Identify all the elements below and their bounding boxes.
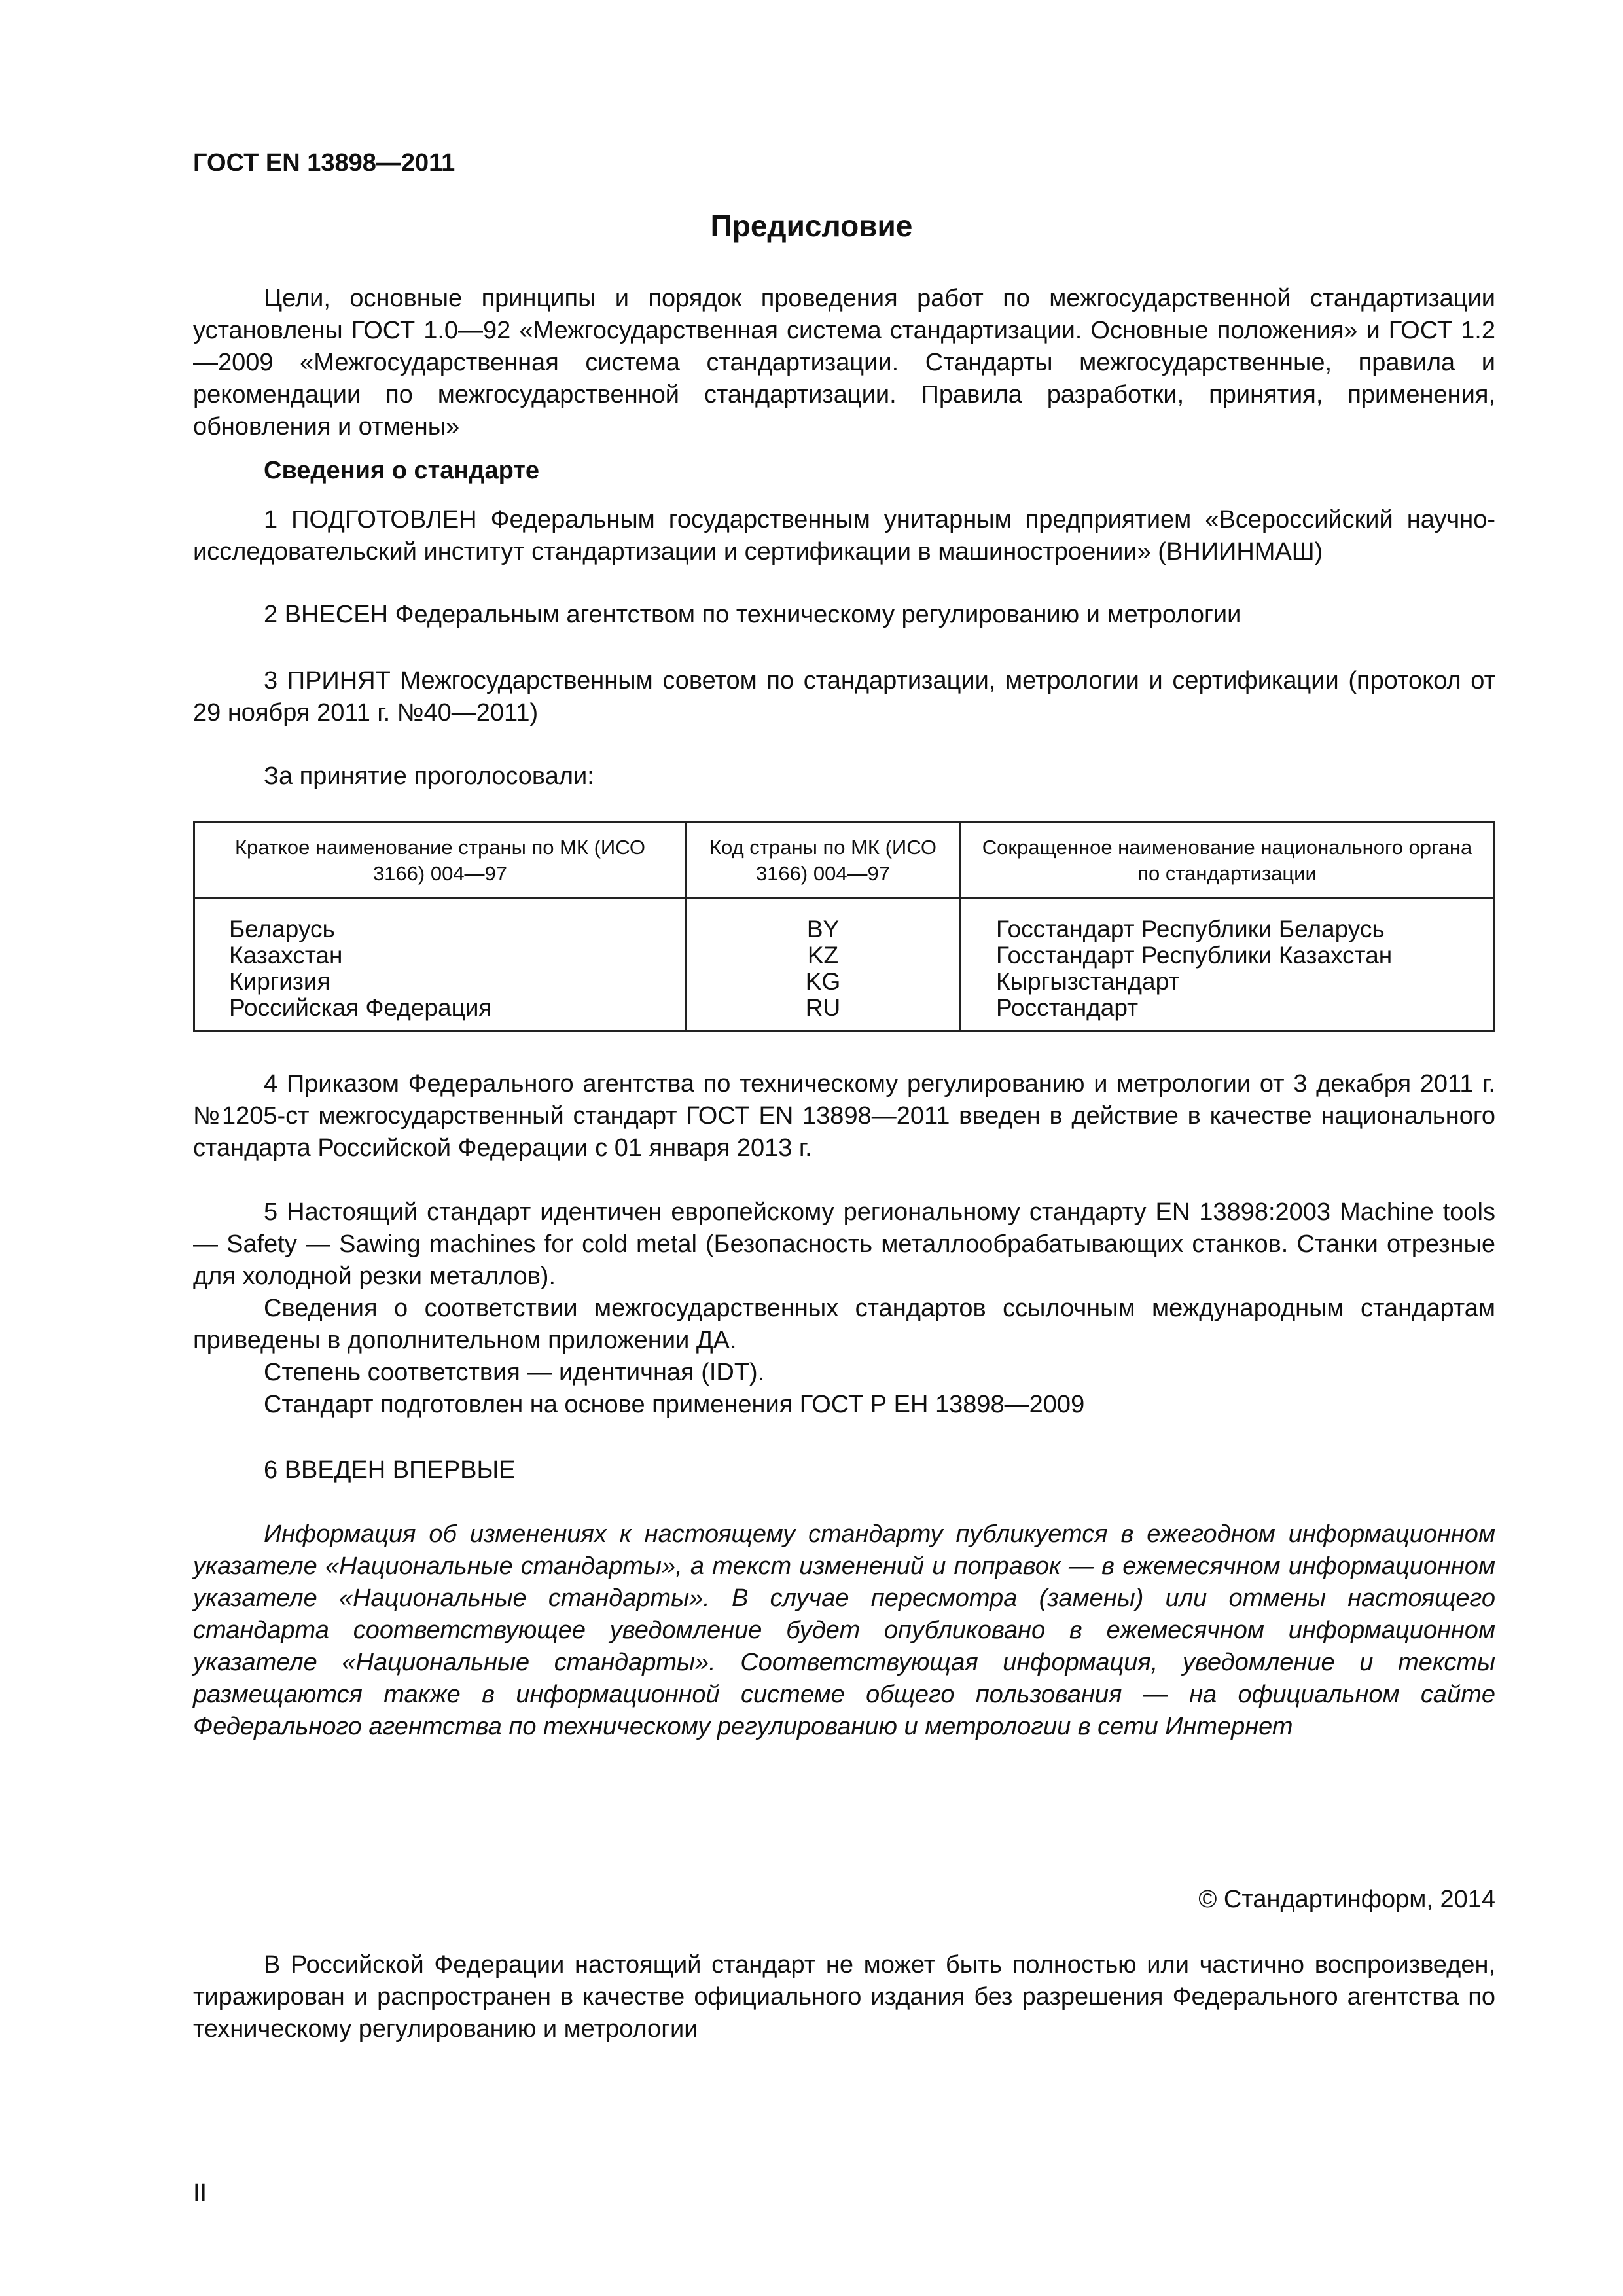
table-cell-body: Росстандарт [996, 994, 1139, 1021]
voting-table [193, 821, 1495, 1032]
copyright-line: © Стандартинформ, 2014 [1198, 1886, 1495, 1913]
table-cell-code: RU [805, 994, 841, 1021]
table-cell-country: Казахстан [229, 942, 343, 969]
item-3-paragraph: 3 ПРИНЯТ Межгосударственным советом по стандартизации, метрологии и сертификации (протокол от 29 ноября 2011 г. №40—2011) [193, 667, 1495, 726]
item-6-paragraph: 6 ВВЕДЕН ВПЕРВЫЕ [264, 1456, 516, 1484]
table-header-country: Краткое наименование страны по МК (ИСО 3166) 004—97 [195, 823, 687, 899]
table-cell-country: Беларусь [229, 916, 335, 942]
table-cell-country: Российская Федерация [229, 994, 492, 1021]
table-cell-body: Госстандарт Республики Беларусь [996, 916, 1385, 942]
intro-paragraph: Цели, основные принципы и порядок проведения работ по межгосударственной стандартизации установлены ГОСТ 1.0—92 «Межгосударственная система стандартизации. Основные положения» и ГОСТ 1.2—2009 «Межгосударственная система стандартизации. Стандарты межгосударственные, правила и рекомендации по межгосударственной стандартизации. Правила разработки, принятия, применения, обновления и отмены» [193, 285, 1495, 440]
item-2-paragraph: 2 ВНЕСЕН Федеральным агентством по техническому регулированию и метрологии [264, 601, 1241, 628]
section-heading: Сведения о стандарте [264, 457, 540, 484]
page-title: Предисловие [710, 209, 913, 243]
table-cell-body: Госстандарт Республики Казахстан [996, 942, 1393, 969]
table-cell-country: Киргизия [229, 968, 330, 995]
item-5-basis: Стандарт подготовлен на основе применения ГОСТ Р ЕН 13898—2009 [264, 1391, 1085, 1418]
voted-label: За принятие проголосовали: [264, 762, 594, 790]
item-5-conformity: Степень соответствия — идентичная (IDT). [264, 1359, 765, 1386]
table-cell-code: BY [806, 916, 840, 942]
table-column-countries [195, 899, 687, 1030]
reproduction-notice: В Российской Федерации настоящий стандарт не может быть полностью или частично воспроизведен, тиражирован и распространен в качестве официального издания без разрешения Федерального агентства по техническому регулированию и метрологии [193, 1951, 1495, 2043]
table-cell-code: KG [805, 968, 841, 995]
item-4-paragraph: 4 Приказом Федерального агентства по техническому регулированию и метрологии от 3 декабря 2011 г. №1205-ст межгосударственный стандарт ГОСТ EN 13898—2011 введен в действие в качестве национального стандарта Российской Федерации с 01 января 2013 г. [193, 1070, 1495, 1162]
page-number: II [193, 2179, 207, 2207]
table-cell-code: KZ [807, 942, 839, 969]
table-header-code: Код страны по МК (ИСО 3166) 004—97 [687, 823, 961, 899]
item-1-paragraph: 1 ПОДГОТОВЛЕН Федеральным государственным унитарным предприятием «Всероссийский научно-исследовательский институт стандартизации и сертификации в машиностроении» (ВНИИНМАШ) [193, 506, 1495, 565]
item-5-paragraph: 5 Настоящий стандарт идентичен европейскому региональному стандарту EN 13898:2003 Machine tools — Safety — Sawing machines for cold metal (Безопасность металлообрабатывающих станков. Станки отрезные для холодной резки металлов). [193, 1198, 1495, 1290]
document-code-header: ГОСТ EN 13898—2011 [193, 149, 455, 177]
table-column-codes [687, 899, 961, 1030]
table-header-body: Сокращенное наименование национального органа по стандартизации [961, 823, 1493, 899]
item-5-references: Сведения о соответствии межгосударственных стандартов ссылочным международным стандартам приведены в дополнительном приложении ДА. [193, 1295, 1495, 1354]
table-column-bodies [961, 899, 1493, 1030]
info-notice: Информация об изменениях к настоящему стандарту публикуется в ежегодном информационном указателе «Национальные стандарты», а текст изменений и поправок — в ежемесячном информационном указателе «Национальные стандарты». В случае пересмотра (замены) или отмены настоящего стандарта соответствующее уведомление будет опубликовано в ежемесячном информационном указателе «Национальные стандарты». Соответствующая информация, уведомление и тексты размещаются также в информационной системе общего пользования — на официальном сайте Федерального агентства по техническому регулированию и метрологии в сети Интернет [193, 1520, 1495, 1740]
table-cell-body: Кыргызстандарт [996, 968, 1180, 995]
